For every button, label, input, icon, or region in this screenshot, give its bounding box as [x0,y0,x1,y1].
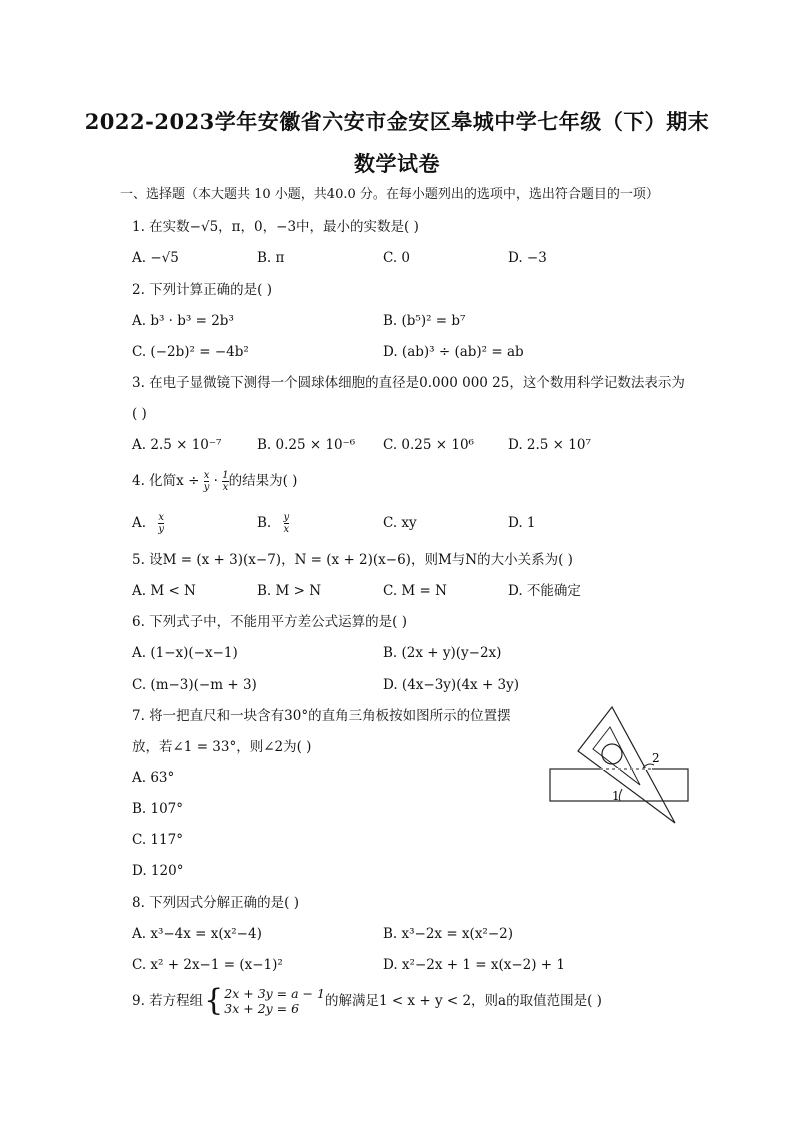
angle-1-arc [619,789,622,801]
ruler-triangle-figure [548,705,693,830]
q8-option-d: D. x²−2x + 1 = x(x−2) + 1 [383,957,565,973]
q9-equation-2: 3x + 2y = 6 [224,1001,300,1016]
q9-equation-1: 2x + 3y = a − 1 [224,986,325,1001]
q6-option-b: B. (2x + y)(y−2x) [383,645,502,661]
question-2-stem: 2. 下列计算正确的是( ) [132,282,272,298]
q6-option-a: A. (1−x)(−x−1) [132,645,238,661]
q4-stem-post: 的结果为( ) [228,473,298,489]
q4-stem-pre: 4. 化简x ÷ [132,473,204,489]
q9-stem-post: 的解满足1 < x + y < 2，则a的取值范围是( ) [324,993,602,1009]
q7-option-a: A. 63° [132,770,175,786]
q3-option-b: B. 0.25 × 10⁻⁶ [257,437,356,453]
q5-option-c: C. M = N [383,583,447,599]
q4-fraction-2: $\frac{1}{x}$ [222,470,229,493]
q7-option-b: B. 107° [132,801,184,817]
q7-option-d: D. 120° [132,863,184,879]
q1-option-b: B. π [257,250,285,266]
question-3-stem-cont: ( ) [132,406,147,422]
q8-option-a: A. x³−4x = x(x²−4) [132,926,262,942]
question-4-stem: 4. 化简x ÷ $\frac{x}{y}$ · $\frac{1}{x}$ 的结果为( ) [132,470,298,493]
question-1-stem: 1. 在实数−√5，π，0，−3中，最小的实数是( ) [132,219,419,235]
q4-option-b-fraction: $\frac{y}{x}$ [283,512,290,535]
q4-option-d: D. 1 [508,515,536,531]
document-subtitle: 数学试卷 [354,151,440,176]
q9-equation-system [224,986,325,1016]
q4-option-a: A. $\frac{x}{y}$ [132,512,164,535]
question-5-stem: 5. 设M = (x + 3)(x−7)，N = (x + 2)(x−6)，则M与N的大小关系为( ) [132,552,573,568]
question-8-stem: 8. 下列因式分解正确的是( ) [132,895,299,911]
triangle-inner [593,727,640,785]
q8-option-c: C. x² + 2x−1 = (x−1)² [132,957,283,973]
question-3-stem: 3. 在电子显微镜下测得一个圆球体细胞的直径是0.000 000 25，这个数用科学记数法表示为 [132,375,685,391]
triangle-hole [602,744,622,764]
q2-option-b: B. (b⁵)² = b⁷ [383,313,466,329]
q7-option-c: C. 117° [132,832,183,848]
q4-option-a-fraction: $\frac{x}{y}$ [158,512,164,535]
q3-option-d: D. 2.5 × 10⁷ [508,437,591,453]
question-9-stem [132,984,602,1018]
q5-option-b: B. M > N [257,583,322,599]
q9-brace: { [204,983,224,1018]
q5-option-a: A. M < N [132,583,196,599]
q4-option-b: B. $\frac{y}{x}$ [257,512,290,535]
q2-option-a: A. b³ · b³ = 2b³ [132,313,234,329]
q3-option-a: A. 2.5 × 10⁻⁷ [132,437,222,453]
angle-1-label: 1 [612,789,620,803]
q9-stem-pre: 9. 若方程组 [132,993,204,1009]
q1-option-d: D. −3 [508,250,547,266]
document-title: 2022-2023学年安徽省六安市金安区皋城中学七年级（下）期末 [84,109,710,134]
q4-option-c: C. xy [383,515,417,531]
question-7-stem: 7. 将一把直尺和一块含有30°的直角三角板按如图所示的位置摆 [132,708,511,724]
q6-option-d: D. (4x−3y)(4x + 3y) [383,677,520,693]
q4-fraction-1: $\frac{x}{y}$ [203,470,210,493]
q1-option-a: A. −√5 [132,250,179,266]
question-6-stem: 6. 下列式子中，不能用平方差公式运算的是( ) [132,614,407,630]
q8-option-b: B. x³−2x = x(x²−2) [383,926,514,942]
angle-2-label: 2 [652,751,660,765]
question-7-stem-cont: 放，若∠1 = 33°，则∠2为( ) [132,739,312,755]
triangle-outer [578,707,675,823]
q2-option-d: D. (ab)³ ÷ (ab)² = ab [383,344,524,360]
q1-option-c: C. 0 [383,250,411,266]
q6-option-c: C. (m−3)(−m + 3) [132,677,257,693]
q2-option-c: C. (−2b)² = −4b² [132,344,249,360]
section-heading: 一、选择题（本大题共 10 小题，共40.0 分。在每小题列出的选项中，选出符合题目的一项） [120,187,659,202]
q5-option-d: D. 不能确定 [508,583,581,599]
q3-option-c: C. 0.25 × 10⁶ [383,437,474,453]
